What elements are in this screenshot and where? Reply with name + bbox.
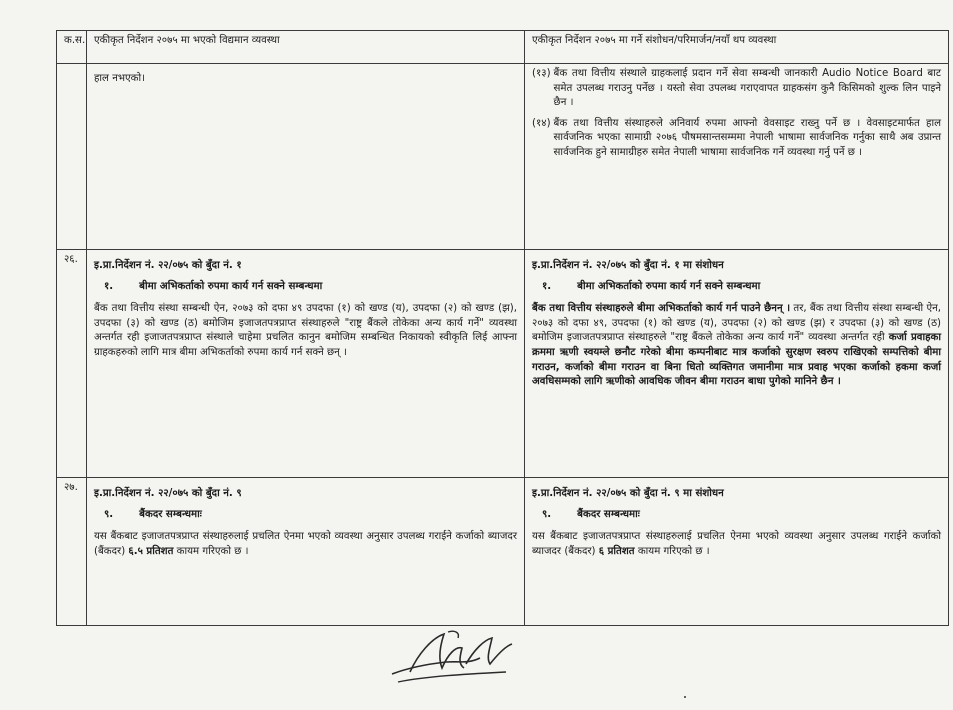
proposed-cell xyxy=(525,64,949,250)
item-13-text: बैंक तथा वित्तीय संस्थाले ग्राहकलाई प्रदान गर्ने सेवा सम्बन्धी जानकारी Audio Notice Board बाट समेत उपलब्ध गराउनु पर्नेछ । यस्तो सेवा उपलब्ध गराएवापत ग्राहकसंग कुनै किसिमको शुल्क लिन पाइने छैन । xyxy=(553,68,941,109)
existing-text: हाल नभएको। xyxy=(94,73,145,84)
row-number-cell xyxy=(57,64,87,250)
table-row xyxy=(57,250,949,478)
section-body: बैंक तथा वित्तीय संस्था सम्बन्धी ऐन, २०७३ को दफा ४९ उपदफा (१) को खण्ड (य), उपदफा (२) को खण्ड (झ), उपदफा (३) को खण्ड (ठ) बमोजिम इजाजतपत्रप्राप्त संस्थाहरुले "राष्ट्र बैंकले तोकेका अन्य कार्य गर्ने" व्यवस्था अन्तर्गत रही इजाजतपत्रप्राप्त संस्थाले चाहेमा प्रचलित कानुन बमोजिम सम्बन्धित निकायको स्वीकृति लिई आफ्ना ग्राहकहरुको लागि मात्र बीमा अभिकर्ताको रुपमा कार्य गर्न सक्ने छन् । xyxy=(94,303,517,358)
existing-cell xyxy=(87,250,525,478)
section-body: यस बैंकबाट इजाजतपत्रप्राप्त संस्थाहरुलाई प्रचलित ऐनमा भएको व्यवस्था अनुसार उपलब्ध गराईने कर्जाको ब्याजदर (बैंकदर) ६ प्रतिशत कायम गरिएको छ । xyxy=(532,531,941,557)
existing-cell xyxy=(87,64,525,250)
section-title: इ.प्रा.निर्देशन नं. २२/०७५ को बुँदा नं. १ xyxy=(94,260,242,271)
proposed-cell xyxy=(525,250,949,478)
section-title: इ.प्रा.निर्देशन नं. २२/०७५ को बुँदा नं. १ मा संशोधन xyxy=(532,260,724,271)
proposed-cell xyxy=(525,478,949,626)
subsection-title: ९. बैंकदर सम्बन्धमाः xyxy=(104,508,202,520)
header-existing: एकीकृत निर्देशन २०७५ मा भएको विद्यमान व्यवस्था xyxy=(87,31,525,64)
signature-icon xyxy=(388,624,528,690)
subsection-title: ९. बैंकदर सम्बन्धमाः xyxy=(542,508,640,520)
speck xyxy=(684,696,686,698)
subsection-title: १. बीमा अभिकर्ताको रुपमा कार्य गर्न सक्ने सम्बन्धमा xyxy=(542,280,761,292)
section-body: यस बैंकबाट इजाजतपत्रप्राप्त संस्थाहरुलाई प्रचलित ऐनमा भएको व्यवस्था अनुसार उपलब्ध गराईने कर्जाको ब्याजदर (बैंकदर) ६.५ प्रतिशत कायम गरिएको छ । xyxy=(94,531,517,557)
section-title: इ.प्रा.निर्देशन नं. २२/०७५ को बुँदा नं. ९ xyxy=(94,488,242,499)
item-14-text: बैंक तथा वित्तीय संस्थाहरुले अनिवार्य रुपमा आफ्नो वेवसाइट राख्नु पर्ने छ । वेवसाइटमार्फत हाल सार्वजनिक भएका सामाग्री २०७६ पौषमसान्तसम्ममा नेपाली भाषामा सार्वजनिक गर्नुका साथै अब उप्रान्त सार्वजनिक हुने सामाग्रीहरु समेत नेपाली भाषामा सार्वजनिक गर्ने व्यवस्था गर्नु पर्ने छ । xyxy=(553,117,941,158)
header-proposed: एकीकृत निर्देशन २०७५ मा गर्ने संशोधन/परिमार्जन/नयाँ थप व्यवस्था xyxy=(525,31,949,64)
table-row xyxy=(57,478,949,626)
amendment-table xyxy=(56,30,949,626)
table-header-row xyxy=(57,31,949,64)
section-title: इ.प्रा.निर्देशन नं. २२/०७५ को बुँदा नं. ९ मा संशोधन xyxy=(532,488,724,499)
row-number: २६. xyxy=(57,250,87,478)
existing-cell xyxy=(87,478,525,626)
row-number: २७. xyxy=(57,478,87,626)
signature-strokes xyxy=(388,624,528,690)
list-item: (१३) बैंक तथा वित्तीय संस्थाले ग्राहकलाई प्रदान गर्ने सेवा सम्बन्धी जानकारी Audio Notice Board बाट समेत उपलब्ध गराउनु पर्नेछ । यस्तो सेवा उपलब्ध गराएवापत ग्राहकसंग कुनै किसिमको शुल्क लिन पाइने छैन । xyxy=(532,67,941,111)
list-item: (१४) बैंक तथा वित्तीय संस्थाहरुले अनिवार्य रुपमा आफ्नो वेवसाइट राख्नु पर्ने छ । वेवसाइटमार्फत हाल सार्वजनिक भएका सामाग्री २०७६ पौषमसान्तसम्ममा नेपाली भाषामा सार्वजनिक गर्नुका साथै अब उप्रान्त सार्वजनिक हुने सामाग्रीहरु समेत नेपाली भाषामा सार्वजनिक गर्ने व्यवस्था गर्नु पर्ने छ । xyxy=(532,117,941,161)
subsection-title: १. बीमा अभिकर्ताको रुपमा कार्य गर्न सक्ने सम्बन्धमा xyxy=(104,280,323,292)
section-body: बैंक तथा वित्तीय संस्थाहरुले बीमा अभिकर्ताको कार्य गर्न पाउने छैनन् । तर, बैंक तथा वित्तीय संस्था सम्बन्धी ऐन, २०७३ को दफा ४९, उपदफा (१) को खण्ड (य), उपदफा (२) को खण्ड (झ) र उपदफा (३) को खण्ड (ठ) बमोजिम इजाजतपत्रप्राप्त संस्थाहरुले "राष्ट्र बैंकले तोकेका अन्य कार्य गर्ने" व्यवस्था अन्तर्गत रही कर्जा प्रवाहका क्रममा ऋणी स्वयम्ले छनौट गरेको बीमा कम्पनीबाट मात्र कर्जाको सुरक्षण स्वरुप राखिएको सम्पत्तिको बीमा गराउन, कर्जाको बीमा गराउन वा बिना धितो व्यक्तिगत जमानीमा मात्र प्रवाह भएका कर्जाको हकमा कर्जा अवधिसम्मको लागि ऋणीको आवधिक जीवन बीमा गराउन बाधा पुगेको मानिने छैन । xyxy=(532,303,942,388)
table-row xyxy=(57,64,949,250)
header-serial: क.स. xyxy=(57,31,87,64)
